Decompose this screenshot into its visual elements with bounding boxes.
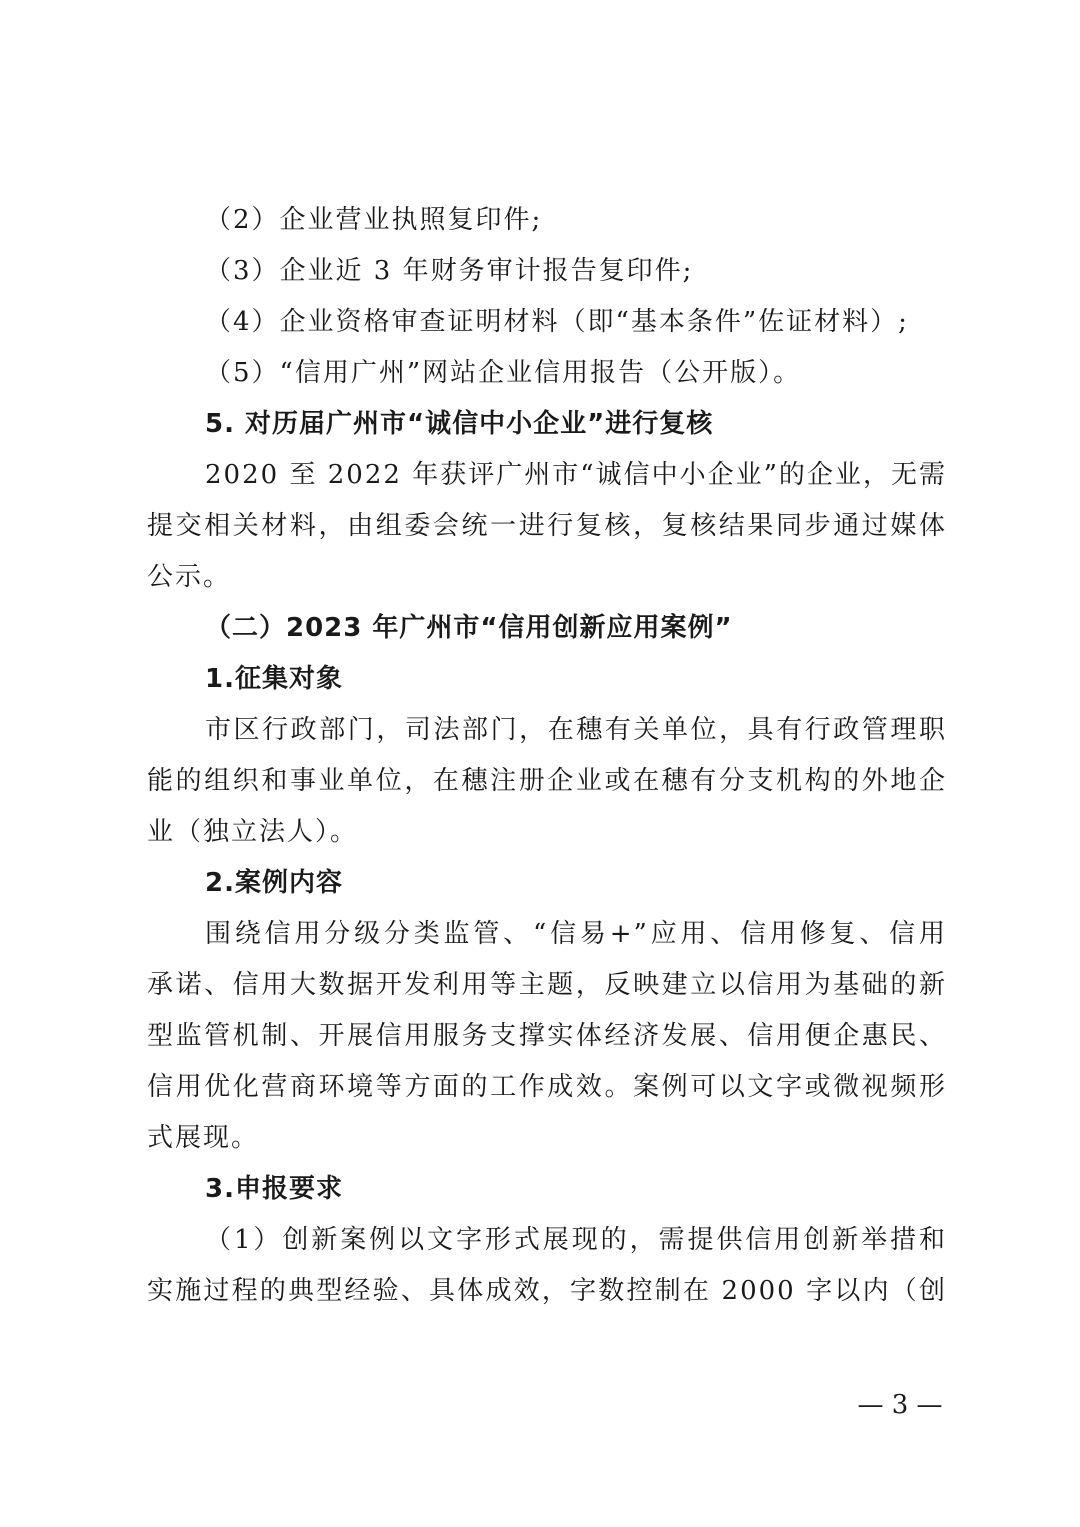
paragraph-line: 市区行政部门，司法部门，在穗有关单位，具有行政管理职 xyxy=(205,715,947,745)
paragraph-line: 能的组织和事业单位，在穗注册企业或在穗有分支机构的外地企 xyxy=(147,766,947,796)
paragraph-line: 承诺、信用大数据开发利用等主题，反映建立以信用为基础的新 xyxy=(147,970,947,1000)
subsection-heading: 3.申报要求 xyxy=(205,1174,343,1204)
paragraph-line: 信用优化营商环境等方面的工作成效。案例可以文字或微视频形 xyxy=(147,1072,947,1102)
list-item: （2）企业营业执照复印件; xyxy=(205,205,543,235)
subsection-heading: 1.征集对象 xyxy=(205,664,343,694)
paragraph-line: 公示。 xyxy=(147,562,232,592)
page-number: — 3 — xyxy=(857,1390,943,1420)
paragraph-line: 围绕信用分级分类监管、“信易+”应用、信用修复、信用 xyxy=(205,919,947,949)
paragraph-line: 实施过程的典型经验、具体成效，字数控制在 2000 字以内（创 xyxy=(147,1276,947,1306)
part-heading: （二）2023 年广州市“信用创新应用案例” xyxy=(205,613,733,643)
paragraph-line: （1）创新案例以文字形式展现的，需提供信用创新举措和 xyxy=(205,1225,947,1255)
list-item: （5）“信用广州”网站企业信用报告（公开版）。 xyxy=(205,358,802,388)
section-heading: 5. 对历届广州市“诚信中小企业”进行复核 xyxy=(205,409,714,439)
paragraph-line: 型监管机制、开展信用服务支撑实体经济发展、信用便企惠民、 xyxy=(147,1021,947,1051)
subsection-heading: 2.案例内容 xyxy=(205,868,343,898)
paragraph-line: 业（独立法人）。 xyxy=(147,817,359,847)
list-item: （3）企业近 3 年财务审计报告复印件; xyxy=(205,256,694,286)
paragraph-line: 式展现。 xyxy=(147,1123,260,1153)
paragraph-line: 提交相关材料，由组委会统一进行复核，复核结果同步通过媒体 xyxy=(147,511,947,541)
list-item: （4）企业资格审查证明材料（即“基本条件”佐证材料）; xyxy=(205,307,909,337)
paragraph-line: 2020 至 2022 年获评广州市“诚信中小企业”的企业，无需 xyxy=(205,460,947,490)
